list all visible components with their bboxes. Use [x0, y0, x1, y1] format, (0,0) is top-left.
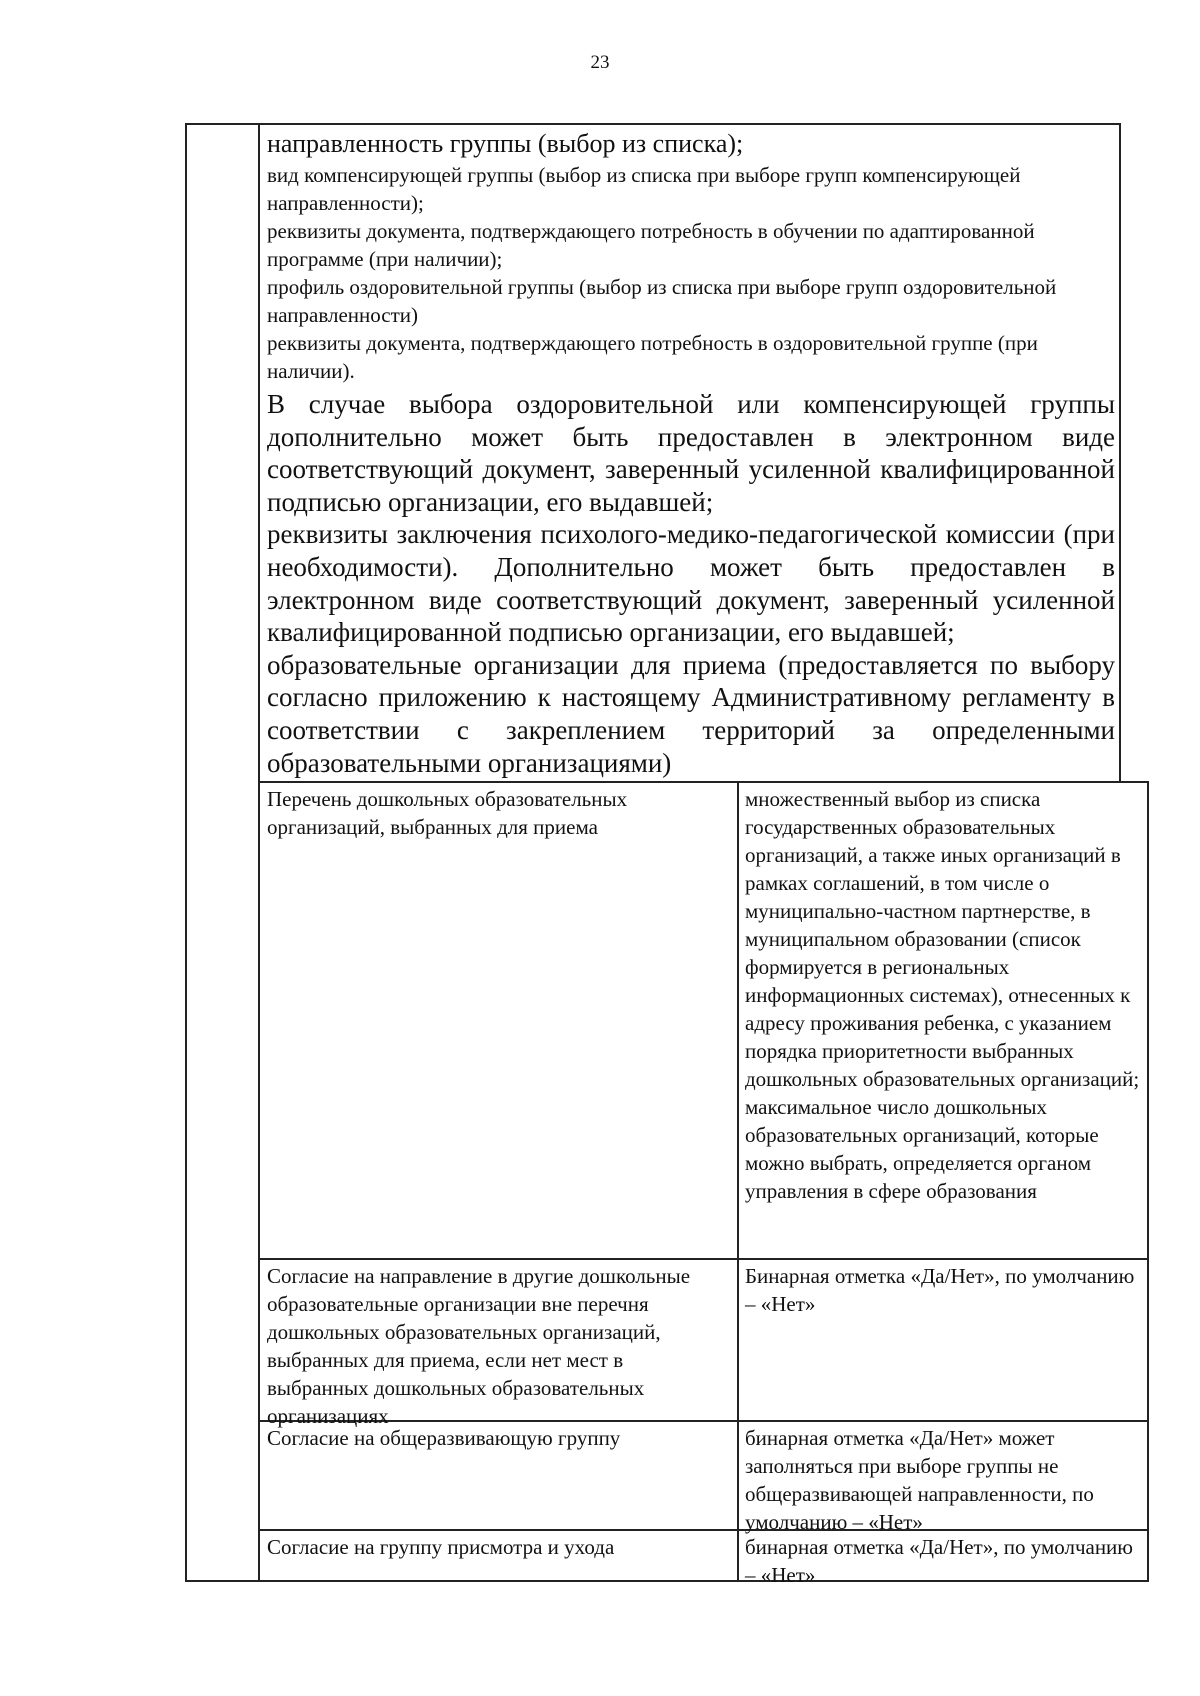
page-number: 23: [590, 52, 610, 73]
row-1-value: множественный выбор из списка государственных образовательных организаций, а также иных организаций в рамках соглашений, в том числе о муниципально-частном партнерстве, в муниципальном образовании (список формируется в региональных информационных системах), отнесенных к адресу проживания ребенка, с указанием порядка приоритетности выбранных дошкольных образовательных организаций; максимальное число дошкольных образовательных организаций, которые можно выбрать, определяется органом управления в сфере образования: [745, 787, 1140, 1203]
paragraph: образовательные организации для приема (предоставляется по выбору согласно приложению к настоящему Административному регламенту в соответствии с закреплением территорий за определенными образовательными организациями): [267, 649, 1115, 778]
table-top-border: [185, 123, 1121, 125]
list-item: вид компенсирующей группы (выбор из списка при выборе групп компенсирующей направленности);: [267, 163, 1021, 215]
list-item: реквизиты документа, подтверждающего потребность в обучении по адаптированной программе (при наличии);: [267, 219, 1035, 271]
paragraph: В случае выбора оздоровительной или компенсирующей группы дополнительно может быть предоставлен в электронном виде соответствующий документ, заверенный усиленной квалифицированной подписью организации, его выдавшей;: [267, 389, 1115, 517]
additional-info: [267, 388, 1115, 779]
paragraph: реквизиты заключения психолого-медико-педагогической комиссии (при необходимости). Дополнительно может быть предоставлен в электронном виде соответствующий документ, заверенный усиленной квалифицированной подписью организации, его выдавшей;: [267, 519, 1115, 648]
row-3-name: Согласие на общеразвивающую группу: [267, 1426, 621, 1450]
row-4-name: Согласие на группу присмотра и ухода: [267, 1535, 615, 1559]
row-2-value: Бинарная отметка «Да/Нет», по умолчанию – «Нет»: [745, 1264, 1135, 1316]
row-divider-2: [258, 1258, 1148, 1260]
table-left-border: [185, 123, 187, 1582]
list-item: направленность группы (выбор из списка);: [267, 129, 744, 158]
list-item: профиль оздоровительной группы (выбор из списка при выборе групп оздоровительной направленности): [267, 275, 1057, 327]
row-3-value: бинарная отметка «Да/Нет» может заполняться при выборе группы не общеразвивающей направленности, по умолчанию – «Нет»: [745, 1426, 1094, 1534]
field-list: [267, 127, 1115, 385]
list-item: реквизиты документа, подтверждающего потребность в оздоровительной группе (при наличии).: [267, 331, 1038, 383]
row-divider-1: [258, 781, 1148, 783]
table-right-border-lower: [1147, 781, 1149, 1582]
row-1-name: Перечень дошкольных образовательных организаций, выбранных для приема: [267, 787, 628, 839]
row-4-value: бинарная отметка «Да/Нет», по умолчанию – «Нет»: [745, 1535, 1133, 1587]
table-right-border: [1119, 123, 1121, 783]
number-column-divider: [258, 123, 260, 1582]
row-2-name: Согласие на направление в другие дошкольные образовательные организации вне перечня дошкольных образовательных организаций, выбранных для приема, если нет мест в выбранных дошкольных образовательных организациях: [267, 1264, 691, 1428]
value-column-divider: [737, 781, 739, 1582]
